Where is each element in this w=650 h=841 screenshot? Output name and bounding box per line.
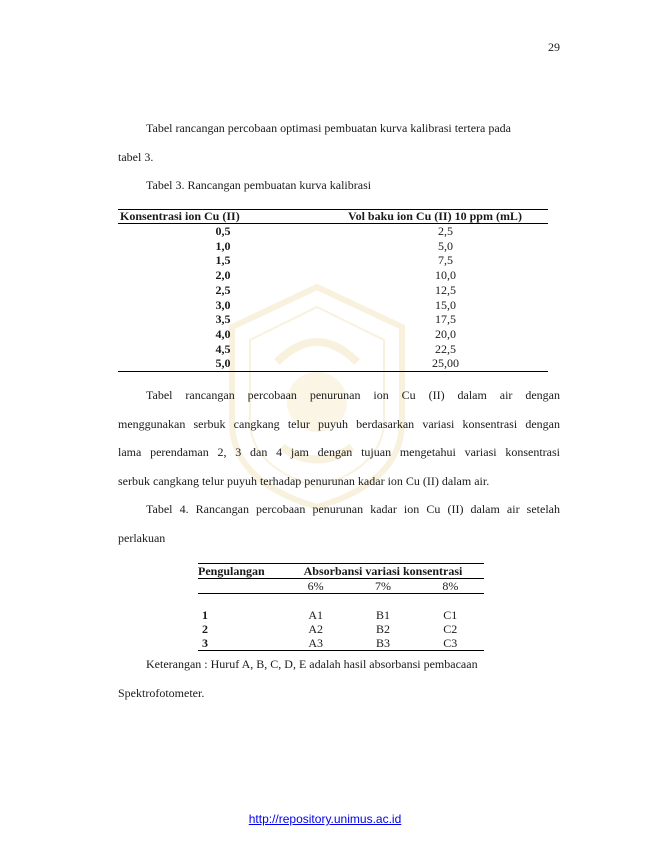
method-line-4: serbuk cangkang telur puyuh terhadap penurunan kadar ion Cu (II) dalam air. [118,473,490,488]
cell-absorbance: A1 [308,608,323,622]
table-3-calibration [118,209,548,372]
table-row [118,253,548,268]
method-line-1: Tabel rancangan percobaan penurunan ion Cu (II) dalam air dengan [146,388,560,402]
cell-absorbance: C1 [443,608,458,622]
table-row [198,622,484,636]
method-paragraph [118,389,560,560]
cell-volume: 17,5 [435,312,456,327]
table-row [118,268,548,283]
table4-subheader-row [198,579,484,594]
cell-repetition: 2 [202,622,208,636]
table-row [198,608,484,622]
table3-caption: Tabel 3. Rancangan pembuatan kurva kalibrasi [146,178,372,192]
spacer-row [198,594,484,609]
cell-absorbance: B1 [375,608,390,622]
table4-header-absorbance: Absorbansi variasi konsentrasi [282,564,484,579]
cell-concentration: 3,5 [215,312,231,327]
table-row [118,298,548,313]
cell-concentration: 4,5 [215,341,231,356]
table4-caption-line-2: perlakuan [118,530,166,545]
cell-concentration: 2,0 [215,268,231,283]
cell-absorbance: A3 [282,636,349,651]
table-row [118,342,548,357]
table-row [118,224,548,239]
cell-absorbance: B3 [349,636,416,651]
method-line-3: lama perendaman 2, 3 dan 4 jam dengan tujuan mengetahui variasi konsentrasi [118,445,560,459]
note-paragraph [118,658,560,715]
cell-concentration: 2,5 [215,282,231,297]
table4-header-repetition: Pengulangan [198,564,282,579]
table-row [118,283,548,298]
intro-line-2: tabel 3. [118,149,154,164]
cell-absorbance: C2 [443,622,458,636]
cell-concentration: 0,5 [215,224,231,238]
intro-paragraph [118,122,560,208]
cell-absorbance: C3 [417,636,484,651]
cell-volume: 15,0 [435,297,456,312]
table-row [118,239,548,254]
cell-concentration: 3,0 [215,297,231,312]
cell-concentration: 1,0 [215,238,231,253]
table3-header-concentration: Konsentrasi ion Cu (II) [118,210,243,224]
table-4-absorbance-design [198,563,484,651]
cell-volume: 5,0 [438,238,453,253]
table-row [198,636,484,651]
table-row [118,312,548,327]
page-number: 29 [548,40,560,54]
table4-subheader-8: 8% [417,579,484,594]
table3-header-volume: Vol baku ion Cu (II) 10 ppm (mL) [243,210,548,224]
cell-repetition: 3 [198,636,282,651]
cell-volume: 20,0 [435,326,456,341]
table4-subheader-7: 7% [349,579,416,594]
table4-caption-line-1: Tabel 4. Rancangan percobaan penurunan kadar ion Cu (II) dalam air setelah [146,502,560,516]
table-row [118,327,548,342]
cell-volume: 25,00 [243,356,548,371]
cell-repetition: 1 [202,608,208,622]
cell-volume: 12,5 [435,282,456,297]
cell-volume: 7,5 [438,253,453,268]
cell-concentration: 4,0 [215,326,231,341]
cell-absorbance: A2 [308,622,323,636]
cell-absorbance: B2 [375,622,390,636]
intro-line-1: Tabel rancangan percobaan optimasi pembuatan kurva kalibrasi tertera pada [146,121,511,135]
cell-volume: 22,5 [435,341,456,356]
cell-volume: 2,5 [438,224,453,238]
note-line-2: Spektrofotometer. [118,685,205,700]
note-line-1: Keterangan : Huruf A, B, C, D, E adalah hasil absorbansi pembacaan [146,657,478,671]
cell-volume: 10,0 [435,268,456,283]
table4-subheader-6: 6% [282,579,349,594]
empty-cell [198,579,282,594]
cell-concentration: 1,5 [215,253,231,268]
repository-link[interactable]: http://repository.unimus.ac.id [248,812,402,826]
method-line-2: menggunakan serbuk cangkang telur puyuh berdasarkan variasi konsentrasi dengan [118,416,560,431]
cell-concentration: 5,0 [118,356,243,371]
table-row [118,356,548,371]
